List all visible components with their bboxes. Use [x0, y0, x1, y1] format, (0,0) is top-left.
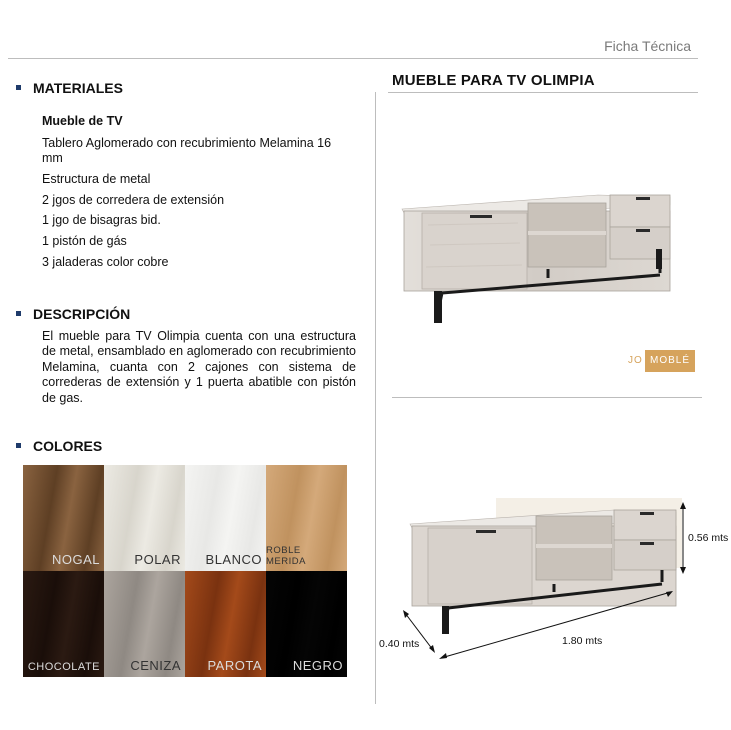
description-text: El mueble para TV Olimpia cuenta con una estructura de metal, ensamblado en aglomerado con recubrimiento Melamina, cuanta con 2 cajones con sistema de correderas de extensión y 1 puerta abatible con pistón de gas.: [42, 329, 356, 405]
swatch-label: BLANCO: [205, 552, 262, 567]
swatch-blanco: [185, 465, 266, 571]
swatch-label: PAROTA: [207, 658, 262, 673]
swatch-negro: [266, 571, 347, 677]
bullet-icon: [16, 443, 21, 448]
swatch-chocolate: [23, 571, 104, 677]
swatch-ceniza: [104, 571, 185, 677]
material-item: Tablero Aglomerado con recubrimiento Melamina 16: [42, 136, 332, 150]
swatch-label: POLAR: [134, 552, 181, 567]
brand-prefix: JO: [628, 355, 643, 366]
brand-name: MOBLÉ: [645, 350, 695, 372]
material-item: 2 jgos de corredera de extensión: [42, 193, 225, 207]
material-item: Estructura de metal: [42, 172, 151, 186]
material-item: 3 jaladeras color cobre: [42, 255, 169, 269]
dimension-lines: [395, 500, 695, 665]
material-item: 1 pistón de gás: [42, 234, 127, 248]
column-divider: [375, 92, 376, 704]
material-item: mm: [42, 151, 63, 165]
section-divider: [392, 397, 702, 398]
swatch-label: NEGRO: [292, 658, 343, 673]
swatch-label: CENIZA: [130, 658, 181, 673]
materials-heading: Mueble de TV: [42, 114, 123, 128]
bullet-icon: [16, 311, 21, 316]
dimension-height: 0.56 mts: [688, 532, 729, 544]
dimension-depth: 0.40 mts: [379, 638, 420, 650]
swatch-parota: [185, 571, 266, 677]
header-title: Ficha Técnica: [604, 38, 691, 54]
description-title: DESCRIPCIÓN: [33, 306, 131, 322]
swatch-roble-merida: [266, 465, 347, 571]
swatch-label: ROBLE MERIDA: [266, 545, 306, 567]
materials-title: MATERIALES: [33, 80, 123, 96]
swatch-label: CHOCOLATE: [27, 661, 100, 673]
colors-title: COLORES: [33, 438, 103, 454]
swatch-label: NOGAL: [51, 552, 100, 567]
swatch-polar: [104, 465, 185, 571]
material-item: 1 jgo de bisagras bid.: [42, 213, 161, 227]
product-title: MUEBLE PARA TV OLIMPIA: [392, 72, 595, 89]
swatch-nogal: [23, 465, 104, 571]
bullet-icon: [16, 85, 21, 90]
dimension-width: 1.80 mts: [562, 635, 603, 647]
header-divider: [8, 58, 698, 59]
tv-stand-front-image: [398, 185, 678, 330]
title-underline: [388, 92, 698, 93]
